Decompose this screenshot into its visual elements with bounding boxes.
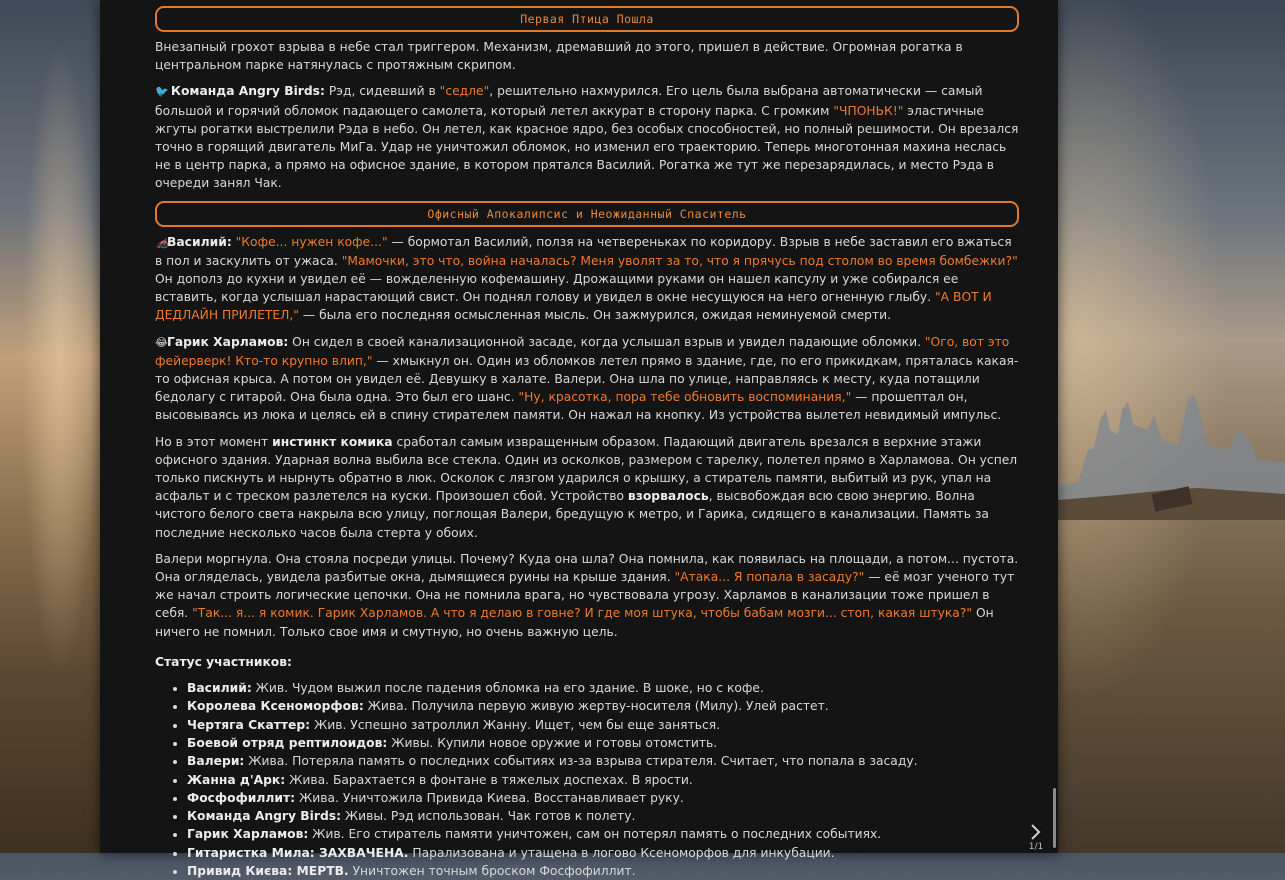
list-item [187,789,1019,807]
text-span: Он ничего не помнил. Только свое имя и смутную, но очень важную цель. [155,606,994,639]
list-item-name: Гарик Харламов: [187,827,309,842]
list-item [187,697,1019,715]
status-list [155,679,1019,880]
bold-span: взорвалось [627,489,709,504]
list-item-text: Жива. Барахтается в фонтане в тяжелых доспехах. В ярости. [285,772,693,787]
text-span: сработал самым извращенным образом. Падающий двигатель врезался в верхние этажи офисного здания. Ударная волна выбила все стекла. Один из осколков, размером с тарелку, полетел прямо в Харламова. Он успел только пискнуть и нырнуть обратно в люк. Осколок с лязгом ударился о крышку, а стиратель памяти, выбитый из рук, упал на асфальт и с треском разлетелся на куски. Произошел сбой. Устройство [155,434,1018,504]
laughing-face-icon: 😂 [155,335,168,349]
bold-span: инстинкт комика [272,434,393,449]
section-title-first-bird: Первая Птица Пошла [155,6,1019,32]
text-span: — её мозг ученого тут же начал строить логические цепочки. Она не помнила врага, но чувствовала угрозу. Харламов в канализации тоже пришел в себя. [155,570,1015,621]
list-item-name: Фосфофиллит: [187,790,296,805]
status-heading: Статус участников: [155,654,292,669]
text-span: — хмыкнул он. Один из обломков летел прямо в здание, где, по его прикидкам, пряталась какая-то офисная крыса. А потом он увидел её. Девушку в халате. Валери. Она шла по улице, направляясь к месту, куда потащили бедолагу с гитарой. Она была одна. Это был его шанс. [155,353,1019,405]
story-content [155,6,1019,880]
paragraph-comic-instinct [155,433,1019,542]
scrollbar-thumb[interactable] [1053,788,1056,848]
paragraph-valerie [155,550,1019,641]
text-span: — бормотал Василий, ползя на четвереньках по коридору. Взрыв в небе заставил его вжаться в пол и заскулить от ужаса. [155,234,1012,268]
speaker-name: Василий: [167,234,232,249]
paragraph-explosion [155,38,1019,74]
text-span: — была его последняя осмысленная мысль. Он зажмурился, ожидая неминуемой смерти. [298,308,892,323]
list-item [187,752,1019,770]
text-span: Он дополз до кухни и увидел её — вожделенную кофемашину. Дрожащими руками он нашел капсулу и уже собирался ее вставить, когда услышал нарастающий свист. Он поднял голову и увидел в окне несущуюся на него огненную глыбу. [155,272,959,305]
quote-span: "ЧПОНЬК!" [833,103,904,118]
text-span: — прошептал он, высовываясь из люка и целясь ей в спину стирателем памяти. Он нажал на кнопку. Из устройства вылетел невидимый импульс. [155,390,1002,423]
list-item-name: Чертяга Скаттер: [187,717,311,732]
list-item [187,679,1019,697]
list-item-name: Валери: [187,754,245,769]
speaker-name: Команда Angry Birds: [170,84,325,99]
background-left [0,0,100,853]
wheelchair-icon: 🦽 [155,235,169,249]
speaker-name: Гарик Харламов: [167,334,289,349]
list-item-status: МЕРТВ. [292,864,349,879]
list-item-text: Жив. Его стиратель памяти уничтожен, сам он потерял память о последних событиях. [308,827,882,842]
text-span: Но в этот момент [155,434,273,449]
text-span: Рэд, сидевший в [324,84,440,99]
text-span: эластичные жгуты рогатки выстрелили Рэда в небо. Он летел, как красное ядро, без особых способностей, но полный решимости. Он врезался точно в горящий двигатель МиГа. Удар не уничтожил обломок, но изменил его траекторию. Теперь многотонная махина неслась не в центр парка, а прямо на офисное здание, в котором прятался Василий. Рогатка же тут же перезарядилась, и место Рэда в очереди занял Чак. [155,103,1019,191]
list-item [187,844,1019,862]
list-item-name: Команда Angry Birds: [187,809,341,824]
paragraph-vasily [155,233,1019,325]
list-item [187,862,1019,880]
paragraph-angry-birds [155,82,1019,192]
paragraph-text: Внезапный грохот взрыва в небе стал триггером. Механизм, дремавший до этого, пришел в действие. Огромная рогатка в центральном парке натянулась с протяжным скрипом. [155,40,963,73]
text-span: , решительно нахмурился. Его цель была выбрана автоматически — самый большой и горячий обломок падающего самолета, который летел аккурат в сторону парка. С громким [155,84,983,118]
list-item-text: Жива. Уничтожила Привида Киева. Восстанавливает руку. [295,790,684,805]
story-scroll-area[interactable] [100,0,1058,879]
list-item-name: Боевой отряд рептилоидов: [187,735,388,750]
list-item-text: Парализована и утащена в логово Ксеноморфов для инкубации. [408,845,835,860]
list-item-name: Привид Києва: [187,864,293,879]
paragraph-kharlamov [155,333,1019,425]
list-item-text: Жива. Получила первую живую жертву-носителя (Милу). Улей растет. [363,699,829,714]
list-item [187,825,1019,843]
text-span: , высвобождая всю свою энергию. Волна чистого белого света накрыла всю улицу, поглощая Валери, бредущую к метро, и Гарика, сидящего в канализации. Память за последние несколько часов была стерта у обоих. [155,489,989,540]
bird-icon: 🐦 [155,85,169,99]
page-count: 1/1 [1028,842,1044,852]
quote-span: "седле" [439,84,490,99]
story-panel [100,0,1058,879]
list-item [187,716,1019,734]
list-item [187,771,1019,789]
list-item-text: Живы. Купили новое оружие и готовы отомстить. [387,735,718,750]
chevron-right-icon[interactable] [1028,822,1044,842]
quote-span: "Мамочки, это что, война началась? Меня уволят за то, что я прячусь под столом во время бомбежки?" [341,253,1018,268]
list-item-name: Жанна д'Арк: [187,772,286,787]
list-item-text: Жива. Потеряла память о последних событиях из-за взрыва стирателя. Считает, что попала в засаду. [244,754,918,769]
list-item [187,734,1019,752]
ruins-silhouette [1058,390,1285,520]
list-item-text: Жив. Успешно затроллил Жанну. Ищет, чем бы еще заняться. [310,717,721,732]
quote-span: "Кофе... нужен кофе..." [235,234,388,249]
quote-span: "А ВОТ И ДЕДЛАЙН ПРИЛЕТЕЛ," [155,290,992,323]
quote-span: "Ого, вот это фейерверк! Кто-то крупно влип," [155,334,1010,368]
list-item-name: Гитаристка Мила: [187,845,315,860]
section-title-office-apocalypse: Офисный Апокалипсис и Неожиданный Спаситель [155,201,1019,227]
list-item-text: Уничтожен точным броском Фосфофиллит. [348,864,636,879]
list-item [187,807,1019,825]
list-item-name: Королева Ксеноморфов: [187,699,364,714]
quote-span: "Ну, красотка, пора тебе обновить воспоминания," [518,390,852,405]
text-span: Он сидел в своей канализационной засаде, когда услышал взрыв и увидел падающие обломки. [288,334,925,349]
quote-span: "Атака... Я попала в засаду?" [674,570,865,585]
list-item-text: Живы. Рэд использован. Чак готов к полету. [340,809,636,824]
quote-span: "Так... я... я комик. Гарик Харламов. А что я делаю в говне? И где моя штука, чтобы бабам мозги... стоп, какая штука?" [192,606,973,621]
list-item-name: Василий: [187,681,252,696]
list-item-text: Жив. Чудом выжил после падения обломка на его здание. В шоке, но с кофе. [251,681,764,696]
list-item-status: ЗАХВАЧЕНА. [314,845,409,860]
text-span: Валери моргнула. Она стояла посреди улицы. Почему? Куда она шла? Она помнила, как появилась на площади, а потом... пустота. Она огляделась, увидела разбитые окна, дымящиеся руины на крыше здания. [155,551,1019,585]
